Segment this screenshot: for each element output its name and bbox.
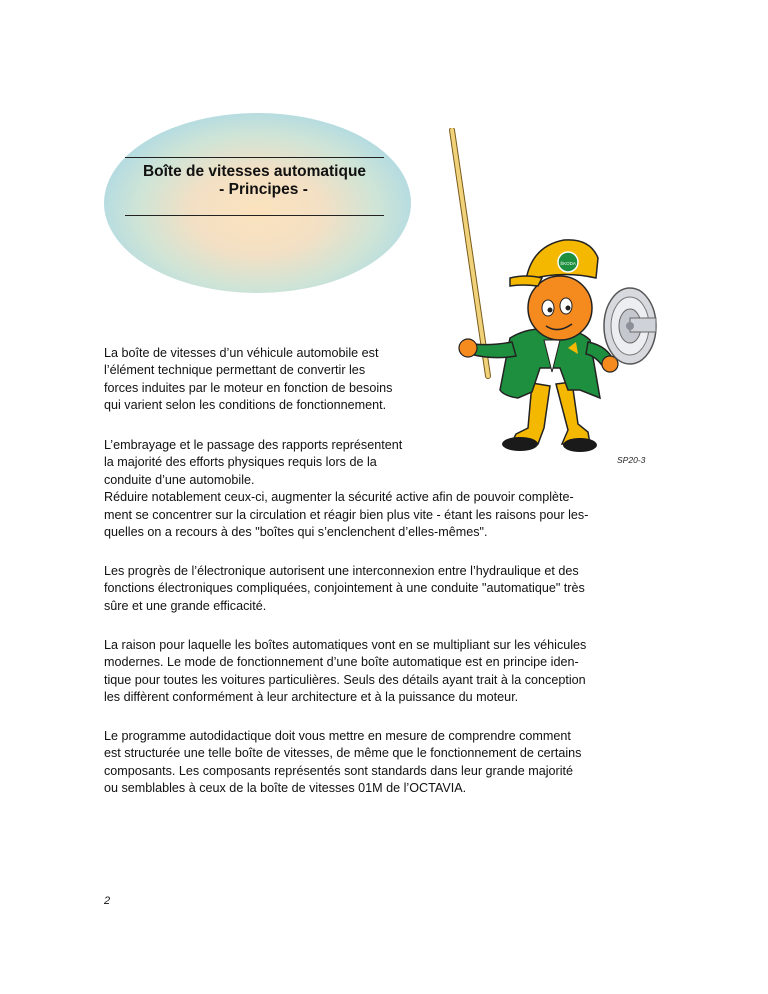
- text-line: sûre et une grande efficacité.: [104, 598, 267, 613]
- paragraph-1: [104, 345, 392, 415]
- text-line: Réduire notablement ceux-ci, augmenter la sécurité active afin de pouvoir complète-: [104, 490, 574, 505]
- paragraph-2: [104, 437, 588, 541]
- mascot-left-hand: [459, 339, 477, 357]
- mascot-illustration: [440, 128, 670, 458]
- text-line: La boîte de vitesses d’un véhicule automobile est: [104, 346, 379, 360]
- title-rule-bottom: [125, 215, 384, 216]
- page-number: 2: [104, 895, 111, 907]
- title-rule-top: [125, 157, 384, 158]
- page-subtitle: - Principes -: [219, 181, 308, 198]
- text-line: Les progrès de l’électronique autorisent une interconnexion entre l’hydraulique et des: [104, 564, 579, 578]
- text-line: qui varient selon les conditions de fonctionnement.: [104, 398, 387, 413]
- title-bubble: [104, 113, 411, 293]
- paragraph-4: [104, 637, 586, 707]
- text-line: L’embrayage et le passage des rapports représentent: [104, 438, 403, 452]
- text-line: tique pour toutes les voitures particulières. Seuls des détails ayant trait à la conception: [104, 672, 586, 687]
- text-line: composants. Les composants représentés sont standards dans leur grande majorité: [104, 763, 574, 778]
- text-line: est structurée une telle boîte de vitesses, de même que le fonctionnement de certains: [104, 746, 582, 761]
- text-line: ou semblables à ceux de la boîte de vitesses 01M de l’OCTAVIA.: [104, 781, 467, 796]
- text-line: la majorité des efforts physiques requis lors de la: [104, 455, 377, 470]
- text-line: les diffèrent conformément à leur architecture et à la puissance du moteur.: [104, 690, 519, 705]
- skoda-logo-text: ŠKODA: [560, 261, 576, 266]
- text-line: forces induites par le moteur en fonction de besoins: [104, 380, 393, 395]
- figure-caption: SP20-3: [617, 455, 646, 465]
- text-line: La raison pour laquelle les boîtes automatiques vont en se multipliant sur les véhicules: [104, 638, 587, 652]
- text-line: ment se concentrer sur la circulation et réagir bien plus vite - étant les raisons pour les-: [104, 507, 589, 522]
- text-line: fonctions électroniques compliquées, conjointement à une conduite "automatique" très: [104, 581, 585, 596]
- text-line: l’élément technique permettant de convertir les: [104, 363, 366, 378]
- text-line: quelles on a recours à des "boîtes qui s’enclenchent d’elles-mêmes".: [104, 525, 488, 540]
- text-line: conduite d’une automobile.: [104, 472, 255, 487]
- text-line: Le programme autodidactique doit vous mettre en mesure de comprendre comment: [104, 729, 571, 743]
- paragraph-3: [104, 563, 585, 615]
- torque-converter-icon: [604, 288, 656, 364]
- paragraph-5: [104, 728, 581, 798]
- page-title: Boîte de vitesses automatique: [142, 163, 367, 180]
- text-line: modernes. Le mode de fonctionnement d’une boîte automatique est en principe iden-: [104, 655, 579, 670]
